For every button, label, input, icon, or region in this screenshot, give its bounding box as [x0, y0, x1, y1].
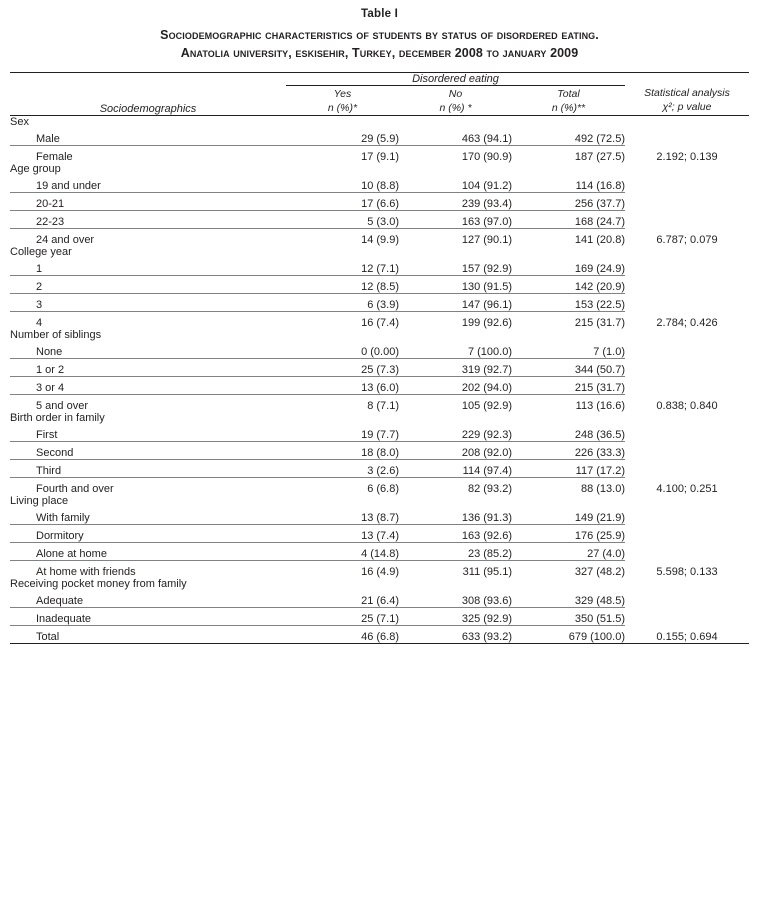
cell-yes: 8 (7.1) — [367, 400, 399, 413]
cell-yes: 21 (6.4) — [361, 595, 399, 608]
table-title-line-2: Anatolia university, eskisehir, Turkey, december 2008 to january 2009 — [180, 46, 579, 61]
section-header-spacer — [399, 578, 512, 590]
cell-no: 130 (91.5) — [461, 281, 512, 294]
statistical-analysis-value: 0.155; 0.694 — [656, 631, 718, 644]
cell-total: 215 (31.7) — [574, 382, 625, 395]
cell-no: 104 (91.2) — [461, 180, 512, 193]
cell-yes: 46 (6.8) — [361, 631, 399, 644]
section-header-spacer — [399, 412, 512, 424]
cell-total: 226 (33.3) — [574, 447, 625, 460]
cell-total: 169 (24.9) — [574, 263, 625, 276]
cell-no: 463 (94.1) — [461, 133, 512, 146]
cell-yes: 25 (7.3) — [361, 364, 399, 377]
column-header-yes-sub: n (%)* — [327, 101, 358, 114]
cell-yes: 12 (7.1) — [361, 263, 399, 276]
cell-total: 153 (22.5) — [574, 299, 625, 312]
cell-total: 142 (20.9) — [574, 281, 625, 294]
cell-total: 679 (100.0) — [568, 631, 625, 644]
cell-total: 176 (25.9) — [574, 530, 625, 543]
row-label: At home with friends — [36, 566, 136, 579]
section-header-spacer — [512, 116, 625, 129]
section-title: Living place — [10, 495, 69, 508]
statistical-analysis-value: 4.100; 0.251 — [656, 483, 718, 496]
row-label: 3 or 4 — [36, 382, 65, 395]
cell-no: 105 (92.9) — [461, 400, 512, 413]
table-bottom-rule-cell — [10, 643, 286, 644]
group-header-disordered-eating: Disordered eating — [286, 73, 625, 86]
cell-no: 170 (90.9) — [461, 151, 512, 164]
section-header-spacer — [286, 246, 399, 258]
cell-no: 136 (91.3) — [461, 512, 512, 525]
cell-no: 163 (92.6) — [461, 530, 512, 543]
row-label: None — [36, 346, 63, 359]
section-title: Number of siblings — [10, 329, 102, 342]
cell-total: 187 (27.5) — [574, 151, 625, 164]
column-header-total-label: Total — [557, 87, 580, 100]
cell-total: 256 (37.7) — [574, 198, 625, 211]
row-label: 19 and under — [36, 180, 101, 193]
table-bottom-rule-cell — [286, 643, 399, 644]
section-header-spacer — [512, 329, 625, 341]
cell-total: 117 (17.2) — [575, 465, 625, 478]
section-header-spacer — [512, 246, 625, 258]
cell-total: 215 (31.7) — [574, 317, 625, 330]
cell-no: 208 (92.0) — [461, 447, 512, 460]
cell-yes: 25 (7.1) — [361, 613, 399, 626]
row-label: 4 — [36, 317, 43, 330]
section-header-spacer — [286, 116, 399, 129]
cell-no: 311 (95.1) — [462, 566, 512, 579]
group-header-row — [10, 73, 749, 86]
section-header-spacer — [399, 329, 512, 341]
section-title: Sex — [10, 116, 29, 129]
section-header-row — [10, 246, 749, 258]
cell-total: 114 (16.8) — [575, 180, 625, 193]
cell-yes: 4 (14.8) — [361, 548, 399, 561]
cell-no: 202 (94.0) — [461, 382, 512, 395]
cell-yes: 10 (8.8) — [361, 180, 399, 193]
column-header-yes — [286, 86, 399, 115]
cell-yes: 16 (4.9) — [361, 566, 399, 579]
row-label: First — [36, 429, 58, 442]
cell-no: 114 (97.4) — [462, 465, 512, 478]
row-label: Total — [36, 631, 60, 644]
column-header-no — [399, 86, 512, 115]
table-body — [10, 116, 749, 644]
cell-no: 308 (93.6) — [461, 595, 512, 608]
cell-yes: 12 (8.5) — [361, 281, 399, 294]
cell-yes: 17 (9.1) — [361, 151, 399, 164]
row-label: 22-23 — [36, 216, 65, 229]
row-label: 1 — [36, 263, 43, 276]
row-label: Fourth and over — [36, 483, 114, 496]
statistical-analysis-value: 2.192; 0.139 — [656, 151, 718, 164]
section-header-spacer — [512, 163, 625, 175]
cell-total: 327 (48.2) — [574, 566, 625, 579]
column-header-total-sub: n (%)** — [551, 101, 586, 114]
cell-yes: 6 (6.8) — [367, 483, 399, 496]
cell-no: 23 (85.2) — [467, 548, 512, 561]
cell-yes: 13 (6.0) — [361, 382, 399, 395]
cell-no: 82 (93.2) — [467, 483, 512, 496]
section-header-spacer — [286, 578, 399, 590]
cell-yes: 18 (8.0) — [361, 447, 399, 460]
row-label: 1 or 2 — [36, 364, 65, 377]
section-header-row — [10, 495, 749, 507]
row-label: Second — [36, 447, 74, 460]
cell-yes: 17 (6.6) — [361, 198, 399, 211]
row-label: With family — [36, 512, 90, 525]
cell-yes: 13 (7.4) — [361, 530, 399, 543]
row-label: Dormitory — [36, 530, 84, 543]
section-header-spacer — [512, 578, 625, 590]
table-number: Table I — [361, 8, 398, 20]
cell-yes: 13 (8.7) — [361, 512, 399, 525]
section-title: Receiving pocket money from family — [10, 578, 187, 591]
row-label: 5 and over — [36, 400, 88, 413]
column-header-stat-label: Statistical analysis — [644, 86, 730, 99]
cell-total: 350 (51.5) — [574, 613, 625, 626]
cell-yes: 14 (9.9) — [361, 234, 399, 247]
cell-yes: 3 (2.6) — [367, 465, 399, 478]
cell-no: 163 (97.0) — [461, 216, 512, 229]
section-header-row — [10, 578, 749, 590]
table-title — [50, 26, 710, 62]
cell-total: 344 (50.7) — [574, 364, 625, 377]
sociodemographics-table — [10, 72, 749, 644]
section-title: Age group — [10, 163, 61, 176]
cell-total: 88 (13.0) — [580, 483, 625, 496]
cell-total: 141 (20.8) — [574, 234, 625, 247]
cell-total: 168 (24.7) — [574, 216, 625, 229]
row-label: Adequate — [36, 595, 84, 608]
cell-no: 157 (92.9) — [461, 263, 512, 276]
cell-total: 7 (1.0) — [593, 346, 625, 359]
section-header-row — [10, 412, 749, 424]
column-header-row — [10, 86, 749, 115]
row-label: Male — [36, 133, 60, 146]
cell-no: 325 (92.9) — [461, 613, 512, 626]
column-header-no-label: No — [448, 87, 463, 100]
section-header-spacer — [399, 116, 512, 129]
statistical-analysis-value: 2.784; 0.426 — [656, 317, 718, 330]
cell-no: 7 (100.0) — [467, 346, 512, 359]
row-label: Alone at home — [36, 548, 107, 561]
section-title: College year — [10, 246, 72, 259]
section-header-spacer — [512, 495, 625, 507]
statistical-analysis-value: 6.787; 0.079 — [656, 234, 718, 247]
cell-yes: 16 (7.4) — [361, 317, 399, 330]
section-header-row — [10, 329, 749, 341]
cell-yes: 19 (7.7) — [361, 429, 399, 442]
statistical-analysis-value: 5.598; 0.133 — [656, 566, 718, 579]
row-label: Female — [36, 151, 73, 164]
section-header-spacer — [286, 495, 399, 507]
cell-total: 248 (36.5) — [574, 429, 625, 442]
row-label: Inadequate — [36, 613, 92, 626]
cell-total: 27 (4.0) — [587, 548, 625, 561]
cell-total: 149 (21.9) — [574, 512, 625, 525]
cell-total: 113 (16.6) — [575, 400, 625, 413]
row-label: 3 — [36, 299, 43, 312]
cell-no: 229 (92.3) — [461, 429, 512, 442]
cell-yes: 6 (3.9) — [367, 299, 399, 312]
section-header-spacer — [286, 329, 399, 341]
row-label: 20-21 — [36, 198, 65, 211]
cell-no: 199 (92.6) — [461, 317, 512, 330]
section-title: Birth order in family — [10, 412, 105, 425]
cell-yes: 5 (3.0) — [367, 216, 399, 229]
cell-no: 147 (96.1) — [461, 299, 512, 312]
column-header-sociodemographics: Sociodemographics — [99, 103, 197, 116]
table-bottom-rule-cell — [625, 643, 749, 644]
table-bottom-rule — [10, 643, 749, 644]
section-header-row — [10, 116, 749, 129]
cell-no: 239 (93.4) — [461, 198, 512, 211]
section-header-spacer — [286, 412, 399, 424]
cell-yes: 0 (0.00) — [361, 346, 399, 359]
column-header-statistical-analysis — [625, 86, 749, 115]
row-label: 2 — [36, 281, 43, 294]
cell-no: 127 (90.1) — [461, 234, 512, 247]
row-label: 24 and over — [36, 234, 95, 247]
column-header-no-sub: n (%) * — [439, 101, 472, 114]
cell-yes: 29 (5.9) — [361, 133, 399, 146]
section-header-spacer — [512, 412, 625, 424]
section-header-spacer — [399, 163, 512, 175]
table-bottom-rule-cell — [512, 643, 625, 644]
row-label: Third — [36, 465, 62, 478]
table-header — [10, 73, 749, 116]
table-bottom-rule-cell — [399, 643, 512, 644]
cell-total: 329 (48.5) — [574, 595, 625, 608]
column-header-total — [512, 86, 625, 115]
statistical-analysis-value: 0.838; 0.840 — [656, 400, 718, 413]
cell-total: 492 (72.5) — [574, 133, 625, 146]
section-header-row — [10, 163, 749, 175]
table-title-line-1: Sociodemographic characteristics of students by status of disordered eating. — [160, 28, 599, 42]
column-header-yes-label: Yes — [333, 87, 352, 100]
section-header-spacer — [399, 495, 512, 507]
cell-no: 319 (92.7) — [461, 364, 512, 377]
column-header-stat-sub: χ²; p value — [662, 101, 712, 114]
cell-no: 633 (93.2) — [461, 631, 512, 644]
section-header-spacer — [399, 246, 512, 258]
section-header-spacer — [286, 163, 399, 175]
